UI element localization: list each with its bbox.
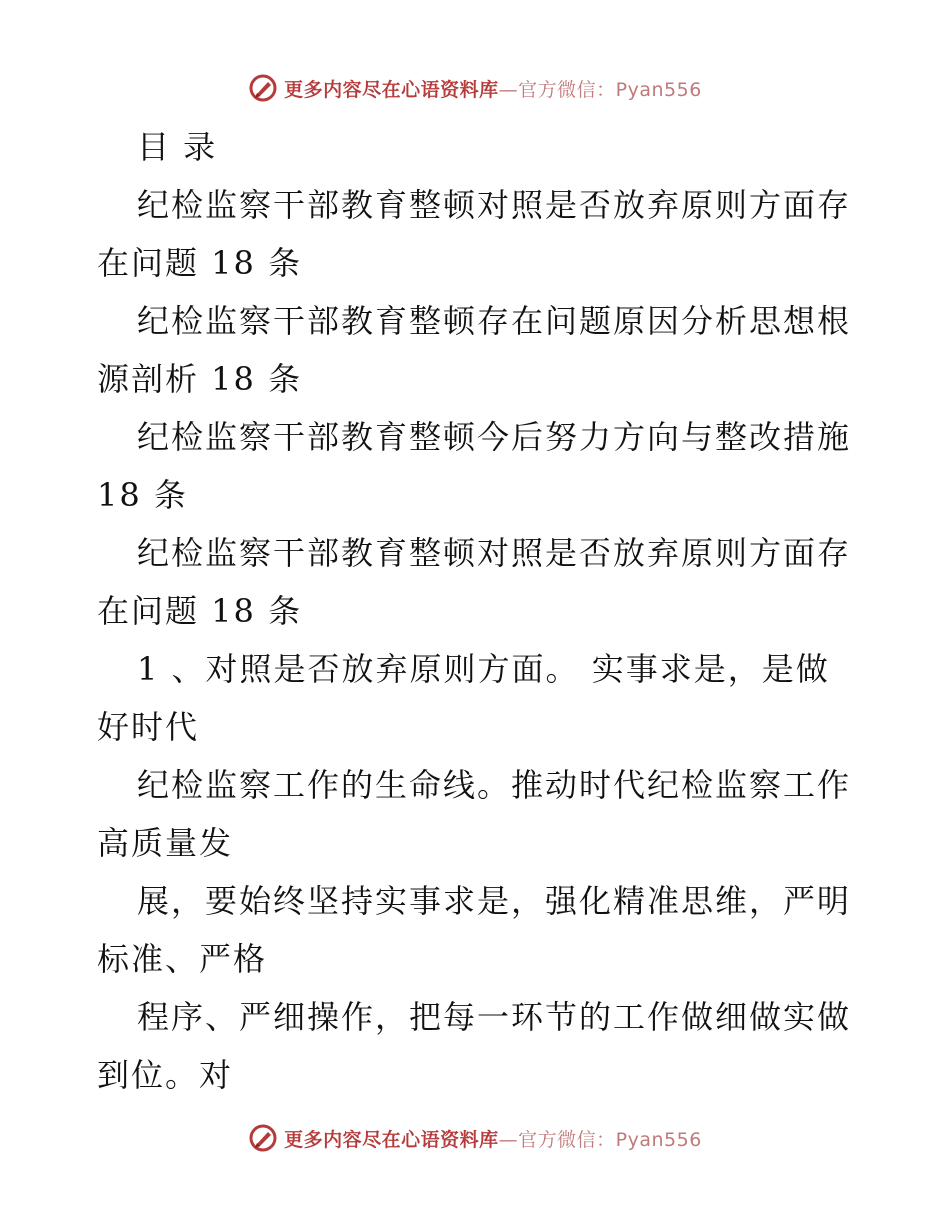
watermark-text: [284, 75, 702, 102]
watermark-brand: 更多内容尽在心语资料库: [284, 1128, 499, 1151]
watermark-text: [284, 1125, 702, 1152]
toc-item-2: 纪检监察干部教育整顿存在问题原因分析思想根源剖析 18 条: [97, 302, 852, 398]
toc-item-3: 纪检监察干部教育整顿今后努力方向与整改措施 18 条: [97, 418, 852, 514]
watermark-brand: 更多内容尽在心语资料库: [284, 78, 499, 101]
header-watermark: [0, 73, 950, 103]
document-body: [97, 118, 857, 1104]
body-paragraph: 1 、对照是否放弃原则方面。 实事求是，是做好时代: [97, 650, 830, 746]
watermark-contact: —官方微信：Pyan556: [498, 78, 702, 101]
footer-watermark: [0, 1123, 950, 1153]
toc-heading: 目 录: [137, 128, 218, 166]
body-paragraph: 纪检监察工作的生命线。推动时代纪检监察工作高质量发: [97, 766, 852, 862]
pen-circle-icon: [248, 73, 278, 103]
watermark-contact: —官方微信：Pyan556: [498, 1128, 702, 1151]
toc-item-1: 纪检监察干部教育整顿对照是否放弃原则方面存在问题 18 条: [97, 186, 852, 282]
body-paragraph: 程序、严细操作，把每一环节的工作做细做实做到位。对: [97, 998, 852, 1094]
section-heading: 纪检监察干部教育整顿对照是否放弃原则方面存在问题 18 条: [97, 534, 852, 630]
body-paragraph: 展，要始终坚持实事求是，强化精准思维，严明标准、严格: [97, 882, 852, 978]
pen-circle-icon: [248, 1123, 278, 1153]
